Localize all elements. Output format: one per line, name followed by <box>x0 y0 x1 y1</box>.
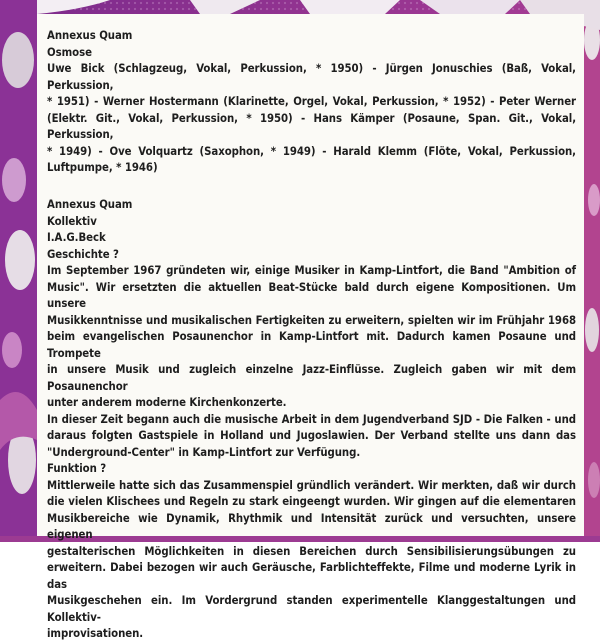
history-line: Musikkenntnisse und musikalischen Fertigkeiten zu erweitern, spielten wir im Frühjahr 1968 <box>47 313 576 327</box>
heading-history: Geschichte ? <box>47 247 119 261</box>
credits-line: (Elektr. Git., Vokal, Perkussion, * 1950) - Hans Kämper (Posaune, Span. Git., Vokal, Perkussion, <box>47 111 576 141</box>
album-title: Osmose <box>47 45 92 59</box>
credits-line: * 1951) - Werner Hostermann (Klarinette, Orgel, Vokal, Perkussion, * 1952) - Peter Werner <box>47 95 576 108</box>
history-line: Music". Wir ersetzten die aktuellen Beat-Stücke bald durch eigene Kompositionen. Um unsere <box>47 280 576 310</box>
history-line: beim evangelischen Posaunenchor in Kamp-Lintfort mit. Dadurch kamen Posaune und Trompete <box>47 330 576 360</box>
credits-line: * 1949) - Ove Volquartz (Saxophon, * 1949) - Harald Klemm (Flöte, Vokal, Perkussion, <box>47 144 576 158</box>
function-line: erweitern. Dabei bezogen wir auch Geräusche, Farblichteffekte, Filme und moderne Lyrik in das <box>47 561 576 591</box>
function-line: improvisationen. <box>47 627 144 640</box>
heading-function: Funktion ? <box>47 462 107 475</box>
history-line: Im September 1967 gründeten wir, einige Musiker in Kamp-Lintfort, die Band "Ambition of <box>47 264 576 277</box>
history-line: in unsere Musik und zugleich einzelne Jazz-Einflüsse. Zugleich gaben wir mit dem Posaunenchor <box>47 363 576 393</box>
function-line: Mittlerweile hatte sich das Zusammenspiel gründlich verändert. Wir merkten, daß wir durch <box>47 478 576 492</box>
credits-line: Luftpumpe, * 1946) <box>47 161 158 174</box>
history-line: In dieser Zeit begann auch die musische Arbeit in dem Jugendverband SJD - Die Falken - und <box>47 412 576 426</box>
band-name: Annexus Quam <box>47 29 133 42</box>
album-title: Kollektiv <box>47 214 97 228</box>
function-line: gestalterischen Möglichkeiten in diesen Bereichen durch Sensibilisierungsübungen zu <box>47 544 576 558</box>
history-line: "Underground-Center" in Kamp-Lintfort zur Verfügung. <box>47 445 361 459</box>
history-line: daraus folgten Gastspiele in Holland und Jugoslawien. Der Verband stellte uns dann das <box>47 429 576 442</box>
function-line: die vielen Klischees und Regeln zu stark eingeengt wurden. Wir gingen auf die elementaren <box>47 495 576 508</box>
band-name: Annexus Quam <box>47 198 133 211</box>
credits-line: Uwe Bick (Schlagzeug, Vokal, Perkussion, * 1950) - Jürgen Jonuschies (Baß, Vokal, Perkussion, <box>47 62 576 92</box>
author-name: I.A.G.Beck <box>47 231 106 244</box>
liner-notes-panel <box>37 14 584 640</box>
history-line: unter anderem moderne Kirchenkonzerte. <box>47 396 287 409</box>
function-line: Musikgeschehen ein. Im Vordergrund standen experimentelle Klanggestaltungen und Kollektiv- <box>47 594 576 624</box>
spacer <box>47 177 576 194</box>
function-line: Musikbereiche wie Dynamik, Rhythmik und Intensität zurück und versuchten, unsere eigenen <box>47 511 576 541</box>
